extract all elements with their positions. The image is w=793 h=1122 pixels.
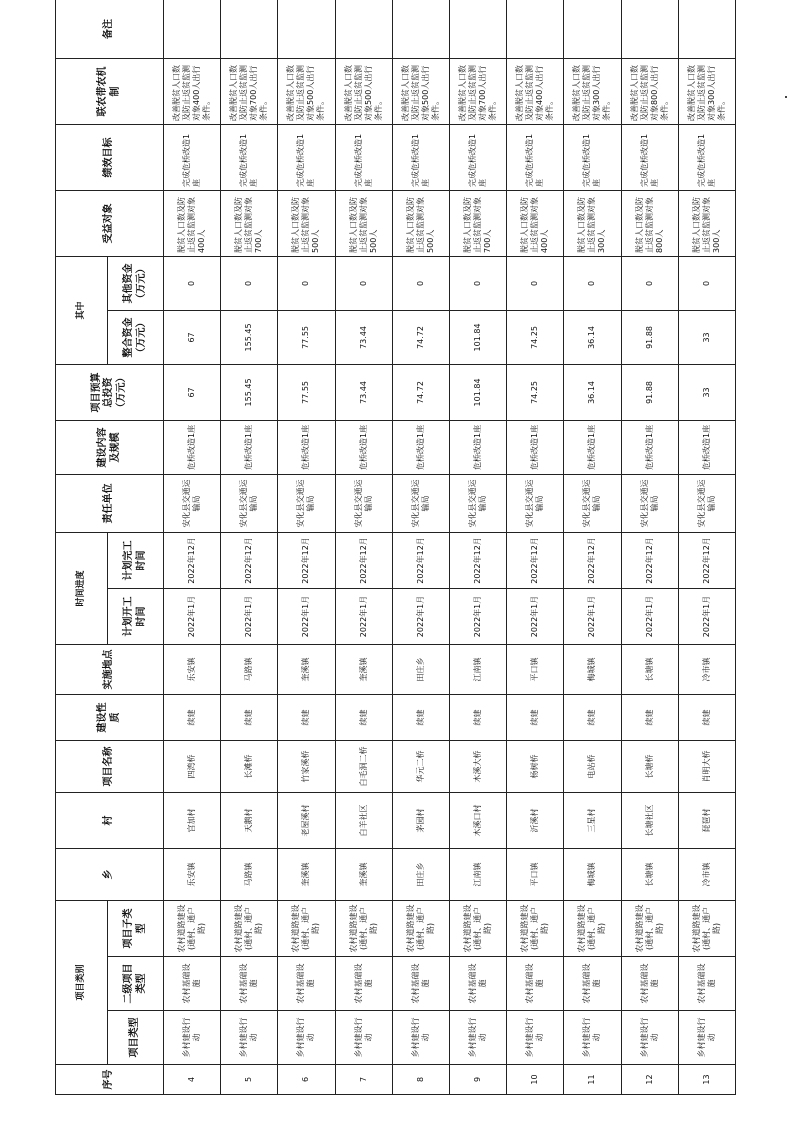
table-body — [164, 0, 736, 1095]
cell-plan-start: 2022年1月 — [221, 588, 278, 644]
header-no: 序号 — [56, 1065, 164, 1095]
cell-content-scale: 危桥改造1座 — [335, 420, 392, 474]
header-construction-nature: 建设性质 — [56, 694, 164, 740]
table-header — [56, 0, 164, 1095]
cell-total-budget: 33 — [678, 364, 735, 420]
table-row — [678, 0, 735, 1095]
cell-beneficiaries: 脱贫人口数及防止返贫监测对象500人 — [392, 190, 449, 256]
cell-content-scale: 危桥改造1座 — [678, 420, 735, 474]
cell-project-name: 长塘桥 — [621, 740, 678, 792]
cell-other-funds: 0 — [335, 256, 392, 310]
cell-project-name: 肖明大桥 — [678, 740, 735, 792]
cell-no: 6 — [278, 1065, 335, 1095]
cell-location: 奎溪镇 — [278, 644, 335, 694]
cell-performance-target: 完成危桥改造1座 — [449, 124, 506, 190]
cell-beneficiaries: 脱贫人口数及防止返贫监测对象300人 — [678, 190, 735, 256]
cell-project-name: 杨树桥 — [507, 740, 564, 792]
cell-construction-nature: 续建 — [164, 694, 221, 740]
cell-content-scale: 危桥改造1座 — [449, 420, 506, 474]
cell-no: 8 — [392, 1065, 449, 1095]
cell-village: 宫加村 — [164, 792, 221, 848]
header-plan-start: 计划开工时间 — [108, 588, 164, 644]
cell-plan-start: 2022年1月 — [278, 588, 335, 644]
cell-township: 梅城镇 — [564, 848, 621, 900]
cell-project-name: 竹家溪桥 — [278, 740, 335, 792]
cell-township: 乐安镇 — [164, 848, 221, 900]
header-content-scale: 建设内容及规模 — [56, 420, 164, 474]
cell-project-type: 乡村建设行动 — [507, 1011, 564, 1065]
scan-speck — [785, 96, 787, 98]
header-project-name: 项目名称 — [56, 740, 164, 792]
cell-construction-nature: 续建 — [564, 694, 621, 740]
cell-construction-nature: 续建 — [507, 694, 564, 740]
cell-performance-target: 完成危桥改造1座 — [564, 124, 621, 190]
header-secondary-type: 二级项目类型 — [108, 957, 164, 1011]
cell-responsible-unit: 安化县交通运输局 — [392, 474, 449, 532]
cell-location: 冷市镇 — [678, 644, 735, 694]
table-row — [164, 0, 221, 1095]
cell-subtype: 农村道路建设(通村、通户路) — [221, 900, 278, 956]
cell-subtype: 农村道路建设(通村、通户路) — [507, 900, 564, 956]
cell-plan-start: 2022年1月 — [678, 588, 735, 644]
cell-township: 奎溪镇 — [335, 848, 392, 900]
cell-secondary-type: 农村基础设施 — [221, 957, 278, 1011]
cell-beneficiaries: 脱贫人口数及防止返贫监测对象500人 — [278, 190, 335, 256]
cell-beneficiaries: 脱贫人口数及防止返贫监测对象400人 — [507, 190, 564, 256]
cell-linkage-mechanism: 改善脱贫人口数及防止返贫监测对象400人出行条件。 — [507, 58, 564, 124]
cell-content-scale: 危桥改造1座 — [278, 420, 335, 474]
cell-secondary-type: 农村基础设施 — [278, 957, 335, 1011]
cell-village: 沂溪村 — [507, 792, 564, 848]
header-subtype: 项目子类型 — [108, 900, 164, 956]
header-beneficiaries: 受益对象 — [56, 190, 164, 256]
cell-location: 马路镇 — [221, 644, 278, 694]
table-row — [392, 0, 449, 1095]
header-village: 村 — [56, 792, 164, 848]
cell-no: 10 — [507, 1065, 564, 1095]
cell-total-budget: 101.84 — [449, 364, 506, 420]
cell-performance-target: 完成危桥改造1座 — [221, 124, 278, 190]
cell-responsible-unit: 安化县交通运输局 — [621, 474, 678, 532]
cell-integrated-funds: 91.88 — [621, 310, 678, 364]
cell-other-funds: 0 — [392, 256, 449, 310]
cell-township: 田庄乡 — [392, 848, 449, 900]
cell-linkage-mechanism: 改善脱贫人口数及防止返贫监测对象300人出行条件。 — [678, 58, 735, 124]
header-location: 实施地点 — [56, 644, 164, 694]
table-row — [621, 0, 678, 1095]
cell-location: 奎溪镇 — [335, 644, 392, 694]
header-performance-target: 绩效目标 — [56, 124, 164, 190]
cell-project-type: 乡村建设行动 — [335, 1011, 392, 1065]
cell-remarks — [564, 0, 621, 58]
cell-plan-start: 2022年1月 — [449, 588, 506, 644]
cell-village: 长塘社区 — [621, 792, 678, 848]
cell-plan-finish: 2022年12月 — [564, 532, 621, 588]
cell-project-type: 乡村建设行动 — [449, 1011, 506, 1065]
cell-performance-target: 完成危桥改造1座 — [621, 124, 678, 190]
cell-subtype: 农村道路建设(通村、通户路) — [392, 900, 449, 956]
cell-linkage-mechanism: 改善脱贫人口数及防止返贫监测对象400人出行条件。 — [164, 58, 221, 124]
cell-construction-nature: 续建 — [392, 694, 449, 740]
cell-secondary-type: 农村基础设施 — [507, 957, 564, 1011]
cell-project-type: 乡村建设行动 — [564, 1011, 621, 1065]
cell-content-scale: 危桥改造1座 — [621, 420, 678, 474]
cell-plan-finish: 2022年12月 — [335, 532, 392, 588]
cell-performance-target: 完成危桥改造1座 — [335, 124, 392, 190]
cell-total-budget: 74.72 — [392, 364, 449, 420]
cell-no: 12 — [621, 1065, 678, 1095]
rotated-table-container — [55, 18, 735, 1095]
cell-plan-finish: 2022年12月 — [392, 532, 449, 588]
cell-village: 木溪口村 — [449, 792, 506, 848]
cell-other-funds: 0 — [507, 256, 564, 310]
header-project-type: 项目类型 — [108, 1011, 164, 1065]
cell-integrated-funds: 74.72 — [392, 310, 449, 364]
cell-village: 天鹅村 — [221, 792, 278, 848]
cell-township: 江南镇 — [449, 848, 506, 900]
cell-plan-start: 2022年1月 — [621, 588, 678, 644]
cell-township: 长塘镇 — [621, 848, 678, 900]
cell-linkage-mechanism: 改善脱贫人口数及防止返贫监测对象300人出行条件。 — [564, 58, 621, 124]
table-row — [278, 0, 335, 1095]
cell-remarks — [278, 0, 335, 58]
cell-content-scale: 危桥改造1座 — [392, 420, 449, 474]
cell-remarks — [392, 0, 449, 58]
cell-other-funds: 0 — [449, 256, 506, 310]
cell-no: 9 — [449, 1065, 506, 1095]
cell-no: 5 — [221, 1065, 278, 1095]
cell-township: 冷市镇 — [678, 848, 735, 900]
cell-project-type: 乡村建设行动 — [164, 1011, 221, 1065]
cell-total-budget: 77.55 — [278, 364, 335, 420]
cell-plan-start: 2022年1月 — [335, 588, 392, 644]
cell-integrated-funds: 67 — [164, 310, 221, 364]
cell-project-name: 白毛洞二桥 — [335, 740, 392, 792]
cell-total-budget: 74.25 — [507, 364, 564, 420]
cell-construction-nature: 续建 — [449, 694, 506, 740]
header-responsible-unit: 责任单位 — [56, 474, 164, 532]
header-project-category: 项目类别 — [56, 900, 108, 1064]
cell-plan-finish: 2022年12月 — [449, 532, 506, 588]
cell-project-type: 乡村建设行动 — [392, 1011, 449, 1065]
cell-other-funds: 0 — [221, 256, 278, 310]
cell-project-type: 乡村建设行动 — [678, 1011, 735, 1065]
cell-linkage-mechanism: 改善脱贫人口数及防止返贫监测对象500人出行条件。 — [278, 58, 335, 124]
cell-no: 4 — [164, 1065, 221, 1095]
cell-construction-nature: 续建 — [678, 694, 735, 740]
cell-total-budget: 73.44 — [335, 364, 392, 420]
cell-integrated-funds: 77.55 — [278, 310, 335, 364]
header-linkage-mechanism: 联农带农机制 — [56, 58, 164, 124]
cell-responsible-unit: 安化县交通运输局 — [221, 474, 278, 532]
cell-remarks — [449, 0, 506, 58]
cell-location: 平口镇 — [507, 644, 564, 694]
cell-village: 白羊社区 — [335, 792, 392, 848]
cell-remarks — [678, 0, 735, 58]
cell-content-scale: 危桥改造1座 — [164, 420, 221, 474]
header-plan-finish: 计划完工时间 — [108, 532, 164, 588]
cell-project-name: 电站桥 — [564, 740, 621, 792]
cell-beneficiaries: 脱贫人口数及防止返贫监测对象700人 — [449, 190, 506, 256]
cell-other-funds: 0 — [678, 256, 735, 310]
cell-beneficiaries: 脱贫人口数及防止返贫监测对象700人 — [221, 190, 278, 256]
cell-linkage-mechanism: 改善脱贫人口数及防止返贫监测对象800人出行条件。 — [621, 58, 678, 124]
cell-village: 茅园村 — [392, 792, 449, 848]
cell-responsible-unit: 安化县交通运输局 — [335, 474, 392, 532]
cell-subtype: 农村道路建设(通村、通户路) — [335, 900, 392, 956]
cell-village: 三星村 — [564, 792, 621, 848]
cell-beneficiaries: 脱贫人口数及防止返贫监测对象300人 — [564, 190, 621, 256]
cell-no: 11 — [564, 1065, 621, 1095]
cell-performance-target: 完成危桥改造1座 — [392, 124, 449, 190]
cell-remarks — [221, 0, 278, 58]
cell-plan-finish: 2022年12月 — [221, 532, 278, 588]
cell-responsible-unit: 安化县交通运输局 — [449, 474, 506, 532]
cell-plan-finish: 2022年12月 — [678, 532, 735, 588]
cell-village: 琵琶村 — [678, 792, 735, 848]
cell-subtype: 农村道路建设(通村、通户路) — [621, 900, 678, 956]
cell-responsible-unit: 安化县交通运输局 — [278, 474, 335, 532]
header-township: 乡 — [56, 848, 164, 900]
cell-township: 马路镇 — [221, 848, 278, 900]
cell-subtype: 农村道路建设(通村、通户路) — [564, 900, 621, 956]
cell-secondary-type: 农村基础设施 — [449, 957, 506, 1011]
cell-project-type: 乡村建设行动 — [221, 1011, 278, 1065]
cell-total-budget: 91.88 — [621, 364, 678, 420]
table-row — [449, 0, 506, 1095]
header-remarks: 备注 — [56, 0, 164, 58]
cell-township: 平口镇 — [507, 848, 564, 900]
cell-no: 7 — [335, 1065, 392, 1095]
cell-beneficiaries: 脱贫人口数及防止返贫监测对象800人 — [621, 190, 678, 256]
cell-plan-start: 2022年1月 — [507, 588, 564, 644]
cell-performance-target: 完成危桥改造1座 — [164, 124, 221, 190]
cell-township: 奎溪镇 — [278, 848, 335, 900]
cell-total-budget: 155.45 — [221, 364, 278, 420]
cell-total-budget: 67 — [164, 364, 221, 420]
cell-location: 田庄乡 — [392, 644, 449, 694]
header-of-which: 其中 — [56, 256, 108, 364]
cell-linkage-mechanism: 改善脱贫人口数及防止返贫监测对象500人出行条件。 — [392, 58, 449, 124]
cell-plan-start: 2022年1月 — [564, 588, 621, 644]
cell-secondary-type: 农村基础设施 — [392, 957, 449, 1011]
table-row — [564, 0, 621, 1095]
cell-other-funds: 0 — [278, 256, 335, 310]
cell-remarks — [335, 0, 392, 58]
cell-project-name: 华元二桥 — [392, 740, 449, 792]
cell-responsible-unit: 安化县交通运输局 — [564, 474, 621, 532]
header-schedule: 时间进度 — [56, 532, 108, 644]
cell-village: 老屋溪村 — [278, 792, 335, 848]
cell-project-type: 乡村建设行动 — [278, 1011, 335, 1065]
cell-beneficiaries: 脱贫人口数及防止返贫监测对象500人 — [335, 190, 392, 256]
cell-project-name: 木溪大桥 — [449, 740, 506, 792]
cell-integrated-funds: 155.45 — [221, 310, 278, 364]
cell-construction-nature: 续建 — [221, 694, 278, 740]
cell-content-scale: 危桥改造1座 — [507, 420, 564, 474]
cell-plan-start: 2022年1月 — [164, 588, 221, 644]
cell-other-funds: 0 — [621, 256, 678, 310]
cell-construction-nature: 续建 — [621, 694, 678, 740]
cell-project-name: 四湾桥 — [164, 740, 221, 792]
cell-construction-nature: 续建 — [278, 694, 335, 740]
table-row — [335, 0, 392, 1095]
cell-other-funds: 0 — [564, 256, 621, 310]
cell-performance-target: 完成危桥改造1座 — [507, 124, 564, 190]
cell-linkage-mechanism: 改善脱贫人口数及防止返贫监测对象700人出行条件。 — [221, 58, 278, 124]
cell-subtype: 农村道路建设(通村、通户路) — [678, 900, 735, 956]
cell-total-budget: 36.14 — [564, 364, 621, 420]
cell-integrated-funds: 36.14 — [564, 310, 621, 364]
cell-responsible-unit: 安化县交通运输局 — [164, 474, 221, 532]
cell-plan-finish: 2022年12月 — [621, 532, 678, 588]
cell-plan-finish: 2022年12月 — [507, 532, 564, 588]
cell-plan-finish: 2022年12月 — [278, 532, 335, 588]
cell-linkage-mechanism: 改善脱贫人口数及防止返贫监测对象500人出行条件。 — [335, 58, 392, 124]
cell-remarks — [164, 0, 221, 58]
cell-integrated-funds: 74.25 — [507, 310, 564, 364]
cell-no: 13 — [678, 1065, 735, 1095]
cell-secondary-type: 农村基础设施 — [621, 957, 678, 1011]
cell-performance-target: 完成危桥改造1座 — [678, 124, 735, 190]
cell-location: 江南镇 — [449, 644, 506, 694]
cell-project-name: 长滩桥 — [221, 740, 278, 792]
cell-location: 长塘镇 — [621, 644, 678, 694]
cell-secondary-type: 农村基础设施 — [564, 957, 621, 1011]
cell-remarks — [621, 0, 678, 58]
cell-project-type: 乡村建设行动 — [621, 1011, 678, 1065]
cell-integrated-funds: 33 — [678, 310, 735, 364]
header-integrated-funds: 整合资金（万元） — [108, 310, 164, 364]
cell-location: 梅城镇 — [564, 644, 621, 694]
cell-remarks — [507, 0, 564, 58]
cell-responsible-unit: 安化县交通运输局 — [678, 474, 735, 532]
cell-location: 乐安镇 — [164, 644, 221, 694]
cell-secondary-type: 农村基础设施 — [678, 957, 735, 1011]
cell-subtype: 农村道路建设(通村、通户路) — [278, 900, 335, 956]
cell-content-scale: 危桥改造1座 — [221, 420, 278, 474]
cell-responsible-unit: 安化县交通运输局 — [507, 474, 564, 532]
cell-content-scale: 危桥改造1座 — [564, 420, 621, 474]
cell-subtype: 农村道路建设(通村、通户路) — [164, 900, 221, 956]
table-row — [507, 0, 564, 1095]
cell-secondary-type: 农村基础设施 — [164, 957, 221, 1011]
project-table — [55, 0, 736, 1095]
cell-subtype: 农村道路建设(通村、通户路) — [449, 900, 506, 956]
cell-construction-nature: 续建 — [335, 694, 392, 740]
header-other-funds: 其他资金（万元） — [108, 256, 164, 310]
cell-other-funds: 0 — [164, 256, 221, 310]
cell-beneficiaries: 脱贫人口数及防止返贫监测对象400人 — [164, 190, 221, 256]
header-total-budget: 项目预算总投资（万元） — [56, 364, 164, 420]
cell-plan-finish: 2022年12月 — [164, 532, 221, 588]
cell-integrated-funds: 101.84 — [449, 310, 506, 364]
cell-secondary-type: 农村基础设施 — [335, 957, 392, 1011]
cell-plan-start: 2022年1月 — [392, 588, 449, 644]
cell-performance-target: 完成危桥改造1座 — [278, 124, 335, 190]
table-row — [221, 0, 278, 1095]
cell-integrated-funds: 73.44 — [335, 310, 392, 364]
cell-linkage-mechanism: 改善脱贫人口数及防止返贫监测对象700人出行条件。 — [449, 58, 506, 124]
